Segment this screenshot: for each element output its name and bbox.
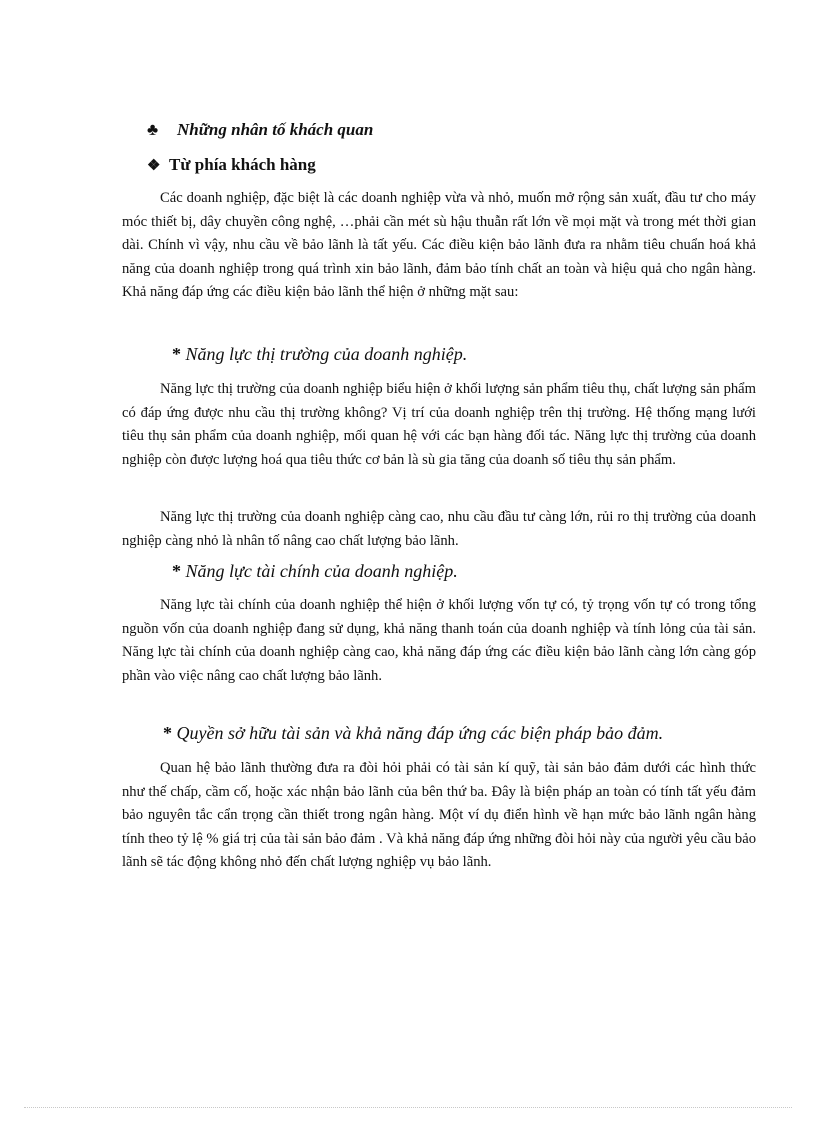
subsection-market-title xyxy=(172,344,467,365)
subsection-ownership-title-text: Quyền sở hữu tài sản và khả năng đáp ứng các biện pháp bảo đảm. xyxy=(176,723,664,743)
bullet-star: * xyxy=(172,561,181,581)
subsection-ownership-title xyxy=(163,723,663,744)
subsection-finance-title-text: Năng lực tài chính của doanh nghiệp. xyxy=(185,561,458,581)
paragraph-market-2: Năng lực thị trường của doanh nghiệp càng cao, nhu cầu đầu tư càng lớn, rủi ro thị trường của doanh nghiệp càng nhỏ là nhân tố nâng cao chất lượng bảo lãnh. xyxy=(122,509,756,549)
paragraph-ownership: Quan hệ bảo lãnh thường đưa ra đòi hỏi phải có tài sản kí quỹ, tài sản bảo đảm dưới các hình thức như thế chấp, cầm cố, hoặc xác nhận bảo lãnh của bên thứ ba. Đây là biện pháp an toàn có tính tất yếu đảm bảo nguyên tắc cẩn trọng cần thiết trong ngân hàng. Một ví dụ điển hình về hạn mức bảo lãnh ngân hàng tính theo tỷ lệ % giá trị của tài sản bảo đảm . Và khả năng đáp ứng những đòi hỏi này của người yêu cầu bảo lãnh sẽ tác động không nhỏ đến chất lượng nghiệp vụ bảo lãnh. xyxy=(122,760,756,871)
page-bottom-divider xyxy=(24,1107,792,1108)
paragraph-intro: Các doanh nghiệp, đặc biệt là các doanh nghiệp vừa và nhỏ, muốn mở rộng sản xuất, đầu tư cho máy móc thiết bị, dây chuyền công nghệ, …phải cần mét sù hậu thuẫn rất lớn về mọi mặt và trong mét thời gian dài. Chính vì vậy, nhu cầu về bảo lãnh là tất yếu. Các điều kiện bảo lãnh đưa ra nhằm tiêu chuẩn hoá khả năng của doanh nghiệp trong quá trình xin bảo lãnh, đảm bảo tính chất an toàn và hiệu quả cho ngân hàng. Khả năng đáp ứng các điều kiện bảo lãnh thể hiện ở những mặt sau: xyxy=(122,190,756,301)
section-heading-sub xyxy=(147,155,316,175)
subsection-finance-title xyxy=(172,561,458,582)
paragraph-market-1: Năng lực thị trường của doanh nghiệp biểu hiện ở khối lượng sản phẩm tiêu thụ, chất lượng sản phẩm có đáp ứng được nhu cầu thị trường không? Vị trí của doanh nghiệp trên thị trường. Hệ thống mạng lưới tiêu thụ sản phẩm của doanh nghiệp, mối quan hệ với các bạn hàng đối tác. Năng lực thị trường của doanh nghiệp còn được lượng hoá qua tiêu thức cơ bản là sù gia tăng của doanh số tiêu thụ sản phẩm. xyxy=(122,381,756,468)
section-heading-sub-text: Từ phía khách hàng xyxy=(169,155,316,174)
subsection-market-title-text: Năng lực thị trường của doanh nghiệp. xyxy=(185,344,468,364)
bullet-star: * xyxy=(163,723,172,743)
club-icon: ♣ xyxy=(147,120,159,139)
diamond-icon: ❖ xyxy=(147,158,161,174)
section-heading-main-text: Những nhân tố khách quan xyxy=(177,120,374,139)
section-heading-main xyxy=(147,120,373,140)
paragraph-finance: Năng lực tài chính của doanh nghiệp thể hiện ở khối lượng vốn tự có, tỷ trọng vốn tự có trong tổng nguồn vốn của doanh nghiệp đang sử dụng, khả năng thanh toán của doanh nghiệp và tính lỏng của tài sản. Năng lực tài chính của doanh nghiệp càng cao, khả năng đáp ứng các điều kiện bảo lãnh càng lớn càng góp phần vào việc nâng cao chất lượng bảo lãnh. xyxy=(122,597,756,684)
bullet-star: * xyxy=(172,344,181,364)
